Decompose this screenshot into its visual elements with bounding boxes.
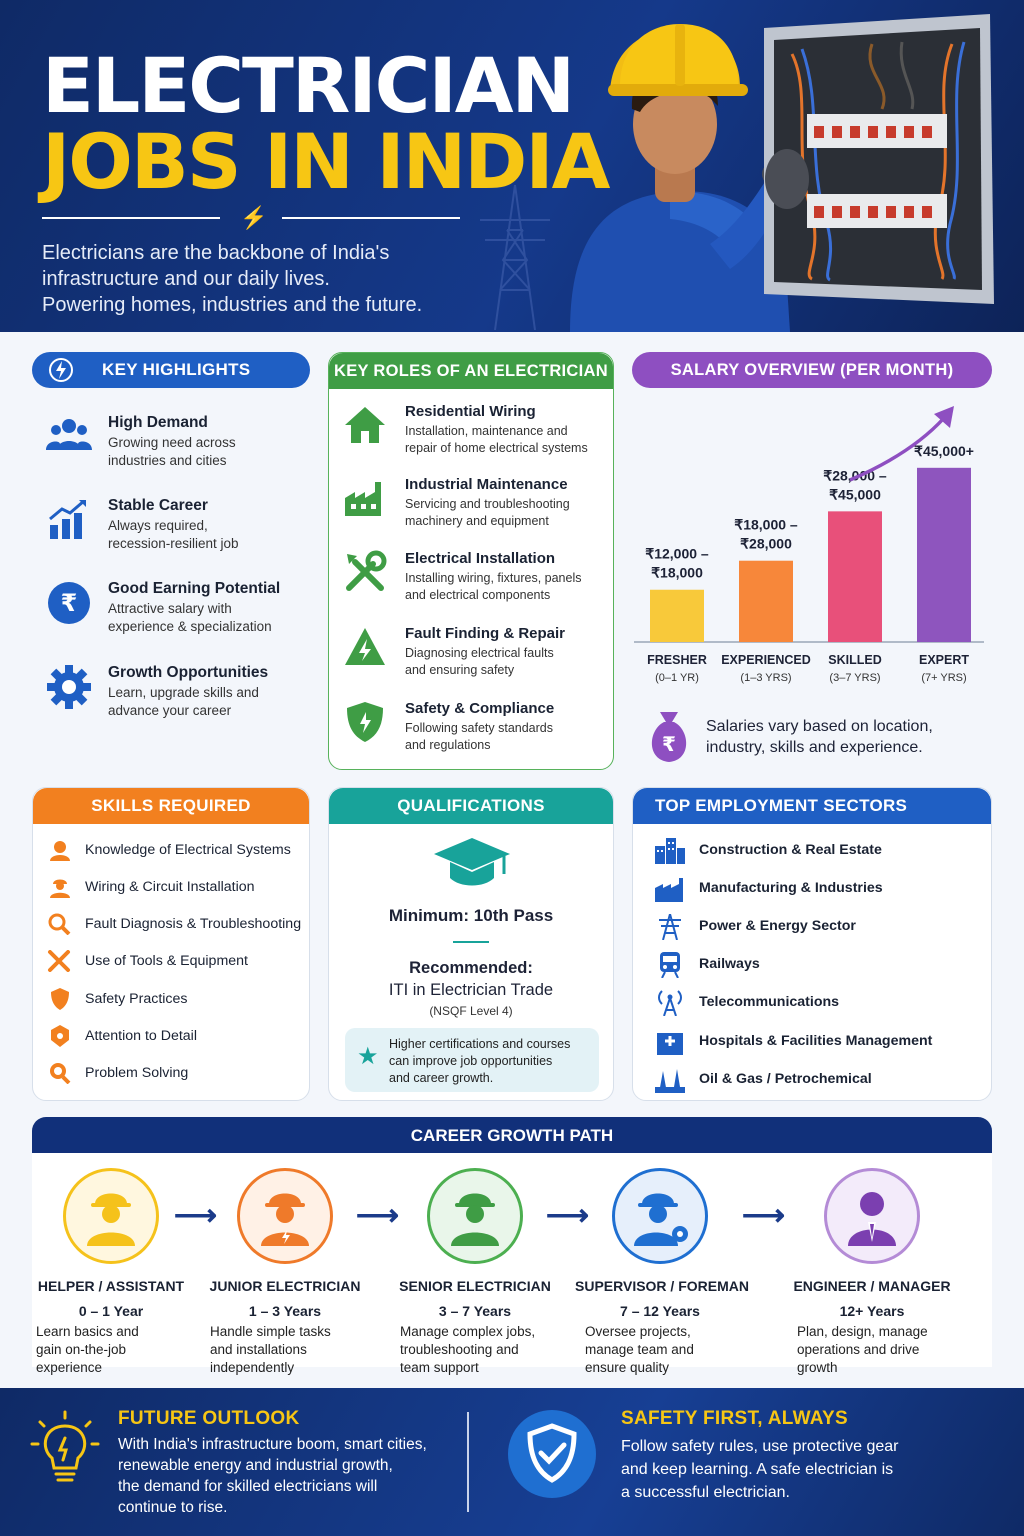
star-icon: ★ — [357, 1043, 379, 1070]
key-highlights-heading: KEY HIGHLIGHTS — [32, 352, 310, 388]
sectors-card: TOP EMPLOYMENT SECTORS Construction & Real Estate Manufacturing & Industries Power & Energy Sector Railways Telecommunications Hospitals & Facilities Management Oil & Gas / Petrochemical — [632, 787, 992, 1101]
electrical-panel-illustration — [752, 14, 997, 309]
worker-gear-icon — [630, 1186, 690, 1246]
salary-overview-card — [632, 352, 992, 770]
salary-value-label: ₹45,000 — [829, 486, 881, 503]
manager-avatar — [824, 1168, 920, 1264]
svg-text:₹: ₹ — [60, 589, 78, 617]
skills-heading: SKILLS REQUIRED — [33, 788, 309, 824]
category-label: EXPERT — [918, 653, 970, 667]
search-icon — [47, 1062, 73, 1084]
category-label: SKILLED — [828, 653, 882, 667]
career-stage: SENIOR ELECTRICIAN 3 – 7 Years Manage complex jobs, troubleshooting and team support — [390, 1168, 560, 1377]
salary-bar — [828, 511, 882, 642]
refinery-icon — [653, 1067, 687, 1093]
career-stage: HELPER / ASSISTANT 0 – 1 Year Learn basics and gain on-the-job experience — [26, 1168, 196, 1377]
salary-value-label: ₹18,000 – — [734, 516, 798, 533]
sectors-heading: TOP EMPLOYMENT SECTORS — [633, 788, 991, 824]
minimum-qualification: Minimum: 10th Pass — [388, 906, 554, 925]
graduation-cap-icon — [432, 836, 512, 890]
footer-banner — [0, 1388, 1024, 1536]
people-icon — [46, 414, 92, 460]
key-roles-heading: KEY ROLES OF AN ELECTRICIAN — [329, 353, 613, 389]
salary-value-label: ₹28,000 — [740, 535, 792, 552]
qualifications-heading: QUALIFICATIONS — [329, 788, 613, 824]
salary-heading: SALARY OVERVIEW (PER MONTH) — [632, 352, 992, 388]
salary-bar — [650, 590, 704, 642]
qualifications-card — [328, 787, 614, 1101]
safety-first-title: SAFETY FIRST, ALWAYS — [621, 1408, 849, 1429]
hero-subtitle: Electricians are the backbone of India's infrastructure and our daily lives. Powering homes, industries and the future. — [42, 242, 423, 316]
career-stage: ENGINEER / MANAGER 12+ Years Plan, design, manage operations and drive growth — [787, 1168, 957, 1377]
salary-bar — [917, 468, 971, 642]
salary-bar — [739, 561, 793, 642]
future-outlook-text: With India's infrastructure boom, smart cities, renewable energy and industrial growth, the demand for skilled electricians will continue to rise. — [118, 1436, 427, 1516]
salary-value-label: ₹18,000 — [651, 564, 703, 581]
manager-avatar-icon — [844, 1186, 900, 1246]
salary-bar-chart — [632, 392, 992, 692]
footer-divider — [467, 1412, 469, 1512]
qualification-tip: ★ Higher certifications and courses can improve job opportunities and career growth. — [345, 1028, 599, 1092]
arrow-right-icon: ⟶ — [174, 1199, 218, 1232]
train-icon — [653, 952, 687, 978]
arrow-right-icon: ⟶ — [546, 1199, 590, 1232]
salary-value-label: ₹12,000 – — [645, 545, 709, 562]
buildings-icon — [653, 838, 687, 864]
title-line-2: JOBS IN INDIA — [42, 117, 609, 206]
magnifier-icon — [47, 913, 73, 935]
future-outlook-title: FUTURE OUTLOOK — [118, 1408, 300, 1429]
recommended-qualification: ITI in Electrician Trade — [388, 981, 554, 999]
lightbulb-icon — [30, 1410, 100, 1490]
badge-icon — [47, 1025, 73, 1047]
growth-chart-icon — [46, 497, 92, 543]
lightning-icon — [48, 357, 74, 383]
category-label: FRESHER — [647, 653, 707, 667]
career-stage: SUPERVISOR / FOREMAN 7 – 12 Years Oversee projects, manage team and ensure quality — [575, 1168, 745, 1377]
career-heading: CAREER GROWTH PATH — [32, 1117, 992, 1153]
svg-text:₹: ₹ — [662, 732, 676, 756]
key-highlights-card: KEY HIGHLIGHTS High Demand Growing need across industries and cities Stable Career Always required, recession-resilient job ₹ Good Earning Potential Attractive salary with experience & specialization Growth Opportunities Learn, upgrade skills and advance your career — [32, 352, 310, 732]
electrician-icon — [47, 839, 73, 861]
safety-first-text: Follow safety rules, use protective gear and keep learning. A safe electrician is a successful electrician. — [621, 1438, 899, 1501]
category-sublabel: (7+ YRS) — [921, 672, 967, 684]
tools-icon — [343, 550, 387, 594]
title-divider — [42, 206, 460, 230]
safety-shield-icon — [506, 1408, 598, 1500]
skills-card: SKILLS REQUIRED Knowledge of Electrical Systems Wiring & Circuit Installation Fault Diagnosis & Troubleshooting Use of Tools & Equipment Safety Practices Attention to Detail Problem Solving — [32, 787, 310, 1101]
category-sublabel: (0–1 YR) — [655, 672, 699, 684]
shield-icon — [343, 700, 387, 744]
worker-avatar-icon — [447, 1186, 503, 1246]
category-label: EXPERIENCED — [721, 653, 811, 667]
power-tower-icon — [653, 914, 687, 940]
factory-icon — [653, 876, 687, 902]
salary-value-label: ₹45,000+ — [914, 442, 974, 459]
salary-note: Salaries vary based on location, industry, skills and experience. — [706, 718, 933, 756]
senior-avatar — [427, 1168, 523, 1264]
rupee-icon — [46, 580, 92, 626]
tools-icon — [47, 950, 73, 972]
warning-bolt-icon — [343, 625, 387, 669]
supervisor-avatar — [612, 1168, 708, 1264]
category-sublabel: (3–7 YRS) — [829, 672, 881, 684]
recommended-label: Recommended: — [409, 959, 533, 977]
gear-icon — [46, 664, 92, 710]
lightning-icon: ⚡ — [240, 205, 268, 230]
hospital-icon — [653, 1029, 687, 1055]
money-bag-icon — [644, 708, 694, 764]
career-stage: JUNIOR ELECTRICIAN 1 – 3 Years Handle simple tasks and installations independently — [200, 1168, 370, 1377]
arrow-right-icon: ⟶ — [356, 1199, 400, 1232]
key-roles-card: KEY ROLES OF AN ELECTRICIAN Residential Wiring Installation, maintenance and repair of home electrical systems Industrial Maintenance Servicing and troubleshooting machinery and equipment Electrical Installation Installing wiring, fixtures, panels and electrical components Fault Finding & Repair Diagnosing electrical faults and ensuring safety Safety & Compliance Following safety standards and regulations — [328, 352, 614, 770]
helper-avatar — [63, 1168, 159, 1264]
title-line-1: ELECTRICIAN — [42, 41, 574, 130]
worker-icon — [47, 876, 73, 898]
arrow-right-icon: ⟶ — [742, 1199, 786, 1232]
junior-avatar — [237, 1168, 333, 1264]
qualification-divider — [453, 941, 489, 943]
factory-icon — [343, 476, 387, 520]
house-icon — [343, 403, 387, 447]
safety-shield-icon — [47, 988, 73, 1010]
worker-avatar-icon — [257, 1186, 313, 1246]
category-sublabel: (1–3 YRS) — [740, 672, 792, 684]
worker-avatar-icon — [83, 1186, 139, 1246]
hero-banner — [0, 0, 1024, 332]
salary-value-label: ₹28,000 – — [823, 467, 887, 484]
antenna-icon — [653, 990, 687, 1016]
nsqf-level: (NSQF Level 4) — [429, 1004, 513, 1018]
